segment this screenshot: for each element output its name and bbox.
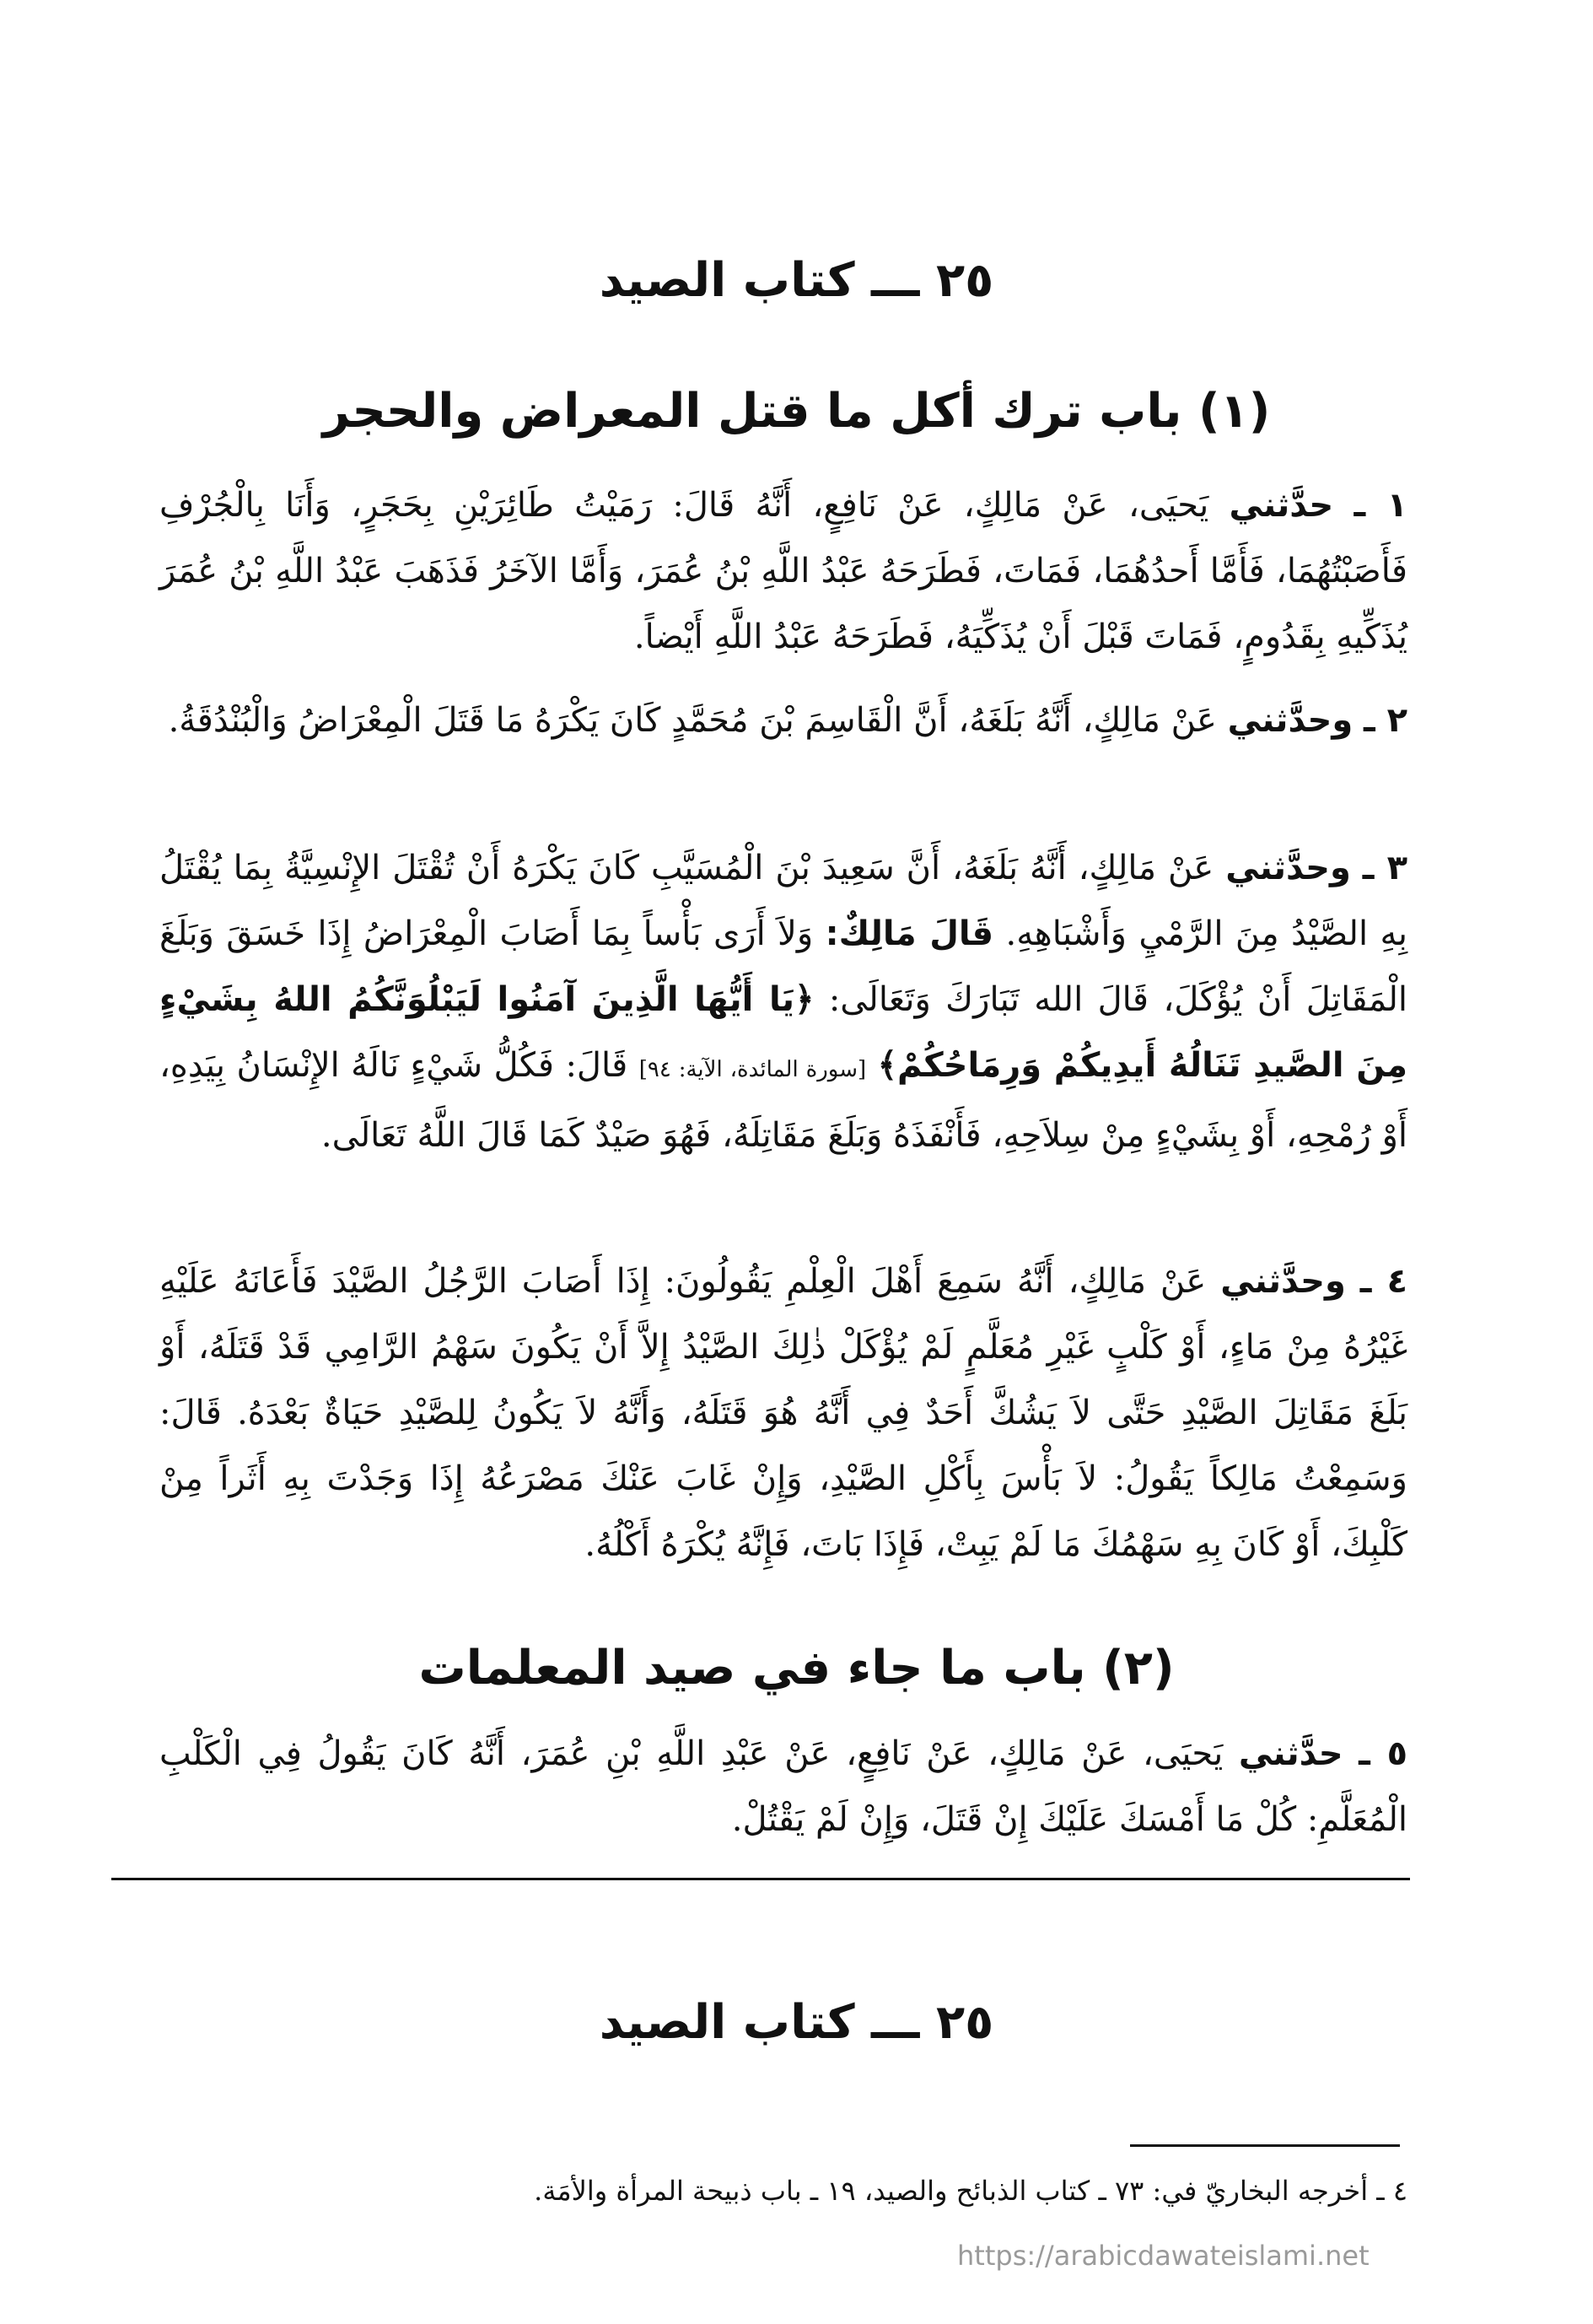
hadith-text: عَنْ مَالِكٍ، أَنَّهُ بَلَغَهُ، أَنَّ الْقَاسِمَ بْنَ مُحَمَّدٍ كَانَ يَكْرَهُ مَا قَتَلَ الْمِعْرَاضُ وَالْبُنْدُقَةُ. [168, 701, 1217, 740]
hadith-lead: حدَّثني [1229, 486, 1334, 525]
malik-said: قَالَ مَالِكٌ: [825, 914, 994, 953]
hadith-number: ٢ ـ [1363, 701, 1407, 740]
hadith-number: ٤ ـ [1359, 1262, 1407, 1301]
bab-1-title: (١) باب ترك أكل ما قتل المعراض والحجر [322, 384, 1271, 439]
hadith-3 [159, 835, 1407, 1168]
verse-reference: [سورة المائدة، الآية: ٩٤] [638, 1057, 867, 1082]
footnote: ٤ ـ أخرجه البخاريّ في: ٧٣ ـ كتاب الذبائح والصيد، ١٩ ـ باب ذبيحة المرأة والأمَة. [534, 2175, 1407, 2207]
page-divider [111, 1878, 1410, 1880]
hadith-number: ٥ ـ [1359, 1734, 1408, 1773]
running-footer-title: ٢٥ ـــ كتاب الصيد [599, 1995, 994, 2050]
bab-2-title: (٢) باب ما جاء في صيد المعلمات [418, 1641, 1175, 1696]
chapter-title: ٢٥ ـــ كتاب الصيد [599, 253, 994, 308]
footnote-rule [1130, 2144, 1400, 2147]
hadith-number: ١ ـ [1354, 486, 1407, 525]
hadith-text: وَلاَ أَرَى بَأْساً بِمَا أَصَابَ الْمِعْرَاضُ إِذَا خَسَقَ وَبَلَغَ الْمَقَاتِلَ أَنْ يُؤْكَلَ، قَالَ الله تَبَارَكَ وَتَعَالَى: [159, 914, 1407, 1019]
hadith-lead: وحدَّثني [1225, 849, 1351, 887]
hadith-lead: وحدَّثني [1227, 701, 1354, 740]
hadith-1 [159, 472, 1407, 670]
hadith-text: عَنْ مَالِكٍ، أَنَّهُ بَلَغَهُ، أَنَّ سَعِيدَ بْنَ الْمُسَيَّبِ كَانَ يَكْرَهُ أَنْ تُقْتَلَ الإِنْسِيَّةُ بِمَا يُقْتَلُ بِهِ الصَّيْدُ مِنَ الرَّمْيِ وَأَشْبَاهِهِ. [159, 849, 1408, 953]
hadith-lead: وحدَّثني [1220, 1262, 1346, 1301]
hadith-number: ٣ ـ [1362, 849, 1407, 887]
hadith-5 [159, 1721, 1407, 1852]
hadith-2 [159, 687, 1407, 753]
hadith-text: عَنْ مَالِكٍ، أَنَّهُ سَمِعَ أَهْلَ الْعِلْمِ يَقُولُونَ: إِذَا أَصَابَ الرَّجُلُ الصَّيْدَ فَأَعَانَهُ عَلَيْهِ غَيْرُهُ مِنْ مَاءٍ، أَوْ كَلْبٍ غَيْرِ مُعَلَّمٍ لَمْ يُؤْكَلْ ذٰلِكَ الصَّيْدُ إِلاَّ أَنْ يَكُونَ سَهْمُ الرَّامِي قَدْ قَتَلَهُ، أَوْ بَلَغَ مَقَاتِلَ الصَّيْدِ حَتَّى لاَ يَشُكَّ أَحَدٌ فِي أَنَّهُ هُوَ قَتَلَهُ، وَأَنَّهُ لاَ يَكُونُ لِلصَّيْدِ حَيَاةٌ بَعْدَهُ. قَالَ: وَسَمِعْتُ مَالِكاً يَقُولُ: لاَ بَأْسَ بِأَكْلِ الصَّيْدِ، وَإِنْ غَابَ عَنْكَ مَصْرَعُهُ إِذَا وَجَدْتَ بِهِ أَثَراً مِنْ كَلْبِكَ، أَوْ كَانَ بِهِ سَهْمُكَ مَا لَمْ يَبِتْ، فَإِذَا بَاتَ، فَإِنَّهُ يُكْرَهُ أَكْلُهُ. [159, 1262, 1407, 1564]
hadith-lead: حدَّثني [1238, 1734, 1343, 1773]
quran-verse: ﴿يَا أَيُّهَا الَّذِينَ آمَنُوا لَيَبْلُوَنَّكُمُ اللهُ بِشَيْءٍ مِنَ الصَّيدِ تَنَالُهُ أَيدِيكُمْ وَرِمَاحُكُمْ﴾ [159, 980, 1408, 1085]
hadith-text: يَحيَى، عَنْ مَالِكٍ، عَنْ نَافِعٍ، أَنَّهُ قَالَ: رَمَيْتُ طَائِرَيْنِ بِحَجَرٍ، وَأَنَا بِالْجُرْفِ فَأَصَبْتُهُمَا، فَأَمَّا أَحدُهُمَا، فَمَاتَ، فَطَرَحَهُ عَبْدُ اللَّهِ بْنُ عُمَرَ، وَأَمَّا الآخَرُ فَذَهَبَ عَبْدُ اللَّهِ بْنُ عُمَرَ يُذَكِّيهِ بِقَدُومٍ، فَمَاتَ قَبْلَ أَنْ يُذَكِّيَهُ، فَطَرَحَهُ عَبْدُ اللَّهِ أَيْضاً. [159, 486, 1407, 656]
hadith-4 [159, 1248, 1407, 1577]
watermark-url: https://arabicdawateislami.net [957, 2240, 1370, 2272]
hadith-text: قَالَ: فَكُلُّ شَيْءٍ نَالَهُ الإِنْسَانُ بِيَدِهِ، أَوْ رُمْحِهِ، أَوْ بِشَيْءٍ مِنْ سِلاَحِهِ، فَأَنْفَذَهُ وَبَلَغَ مَقَاتِلَهُ، فَهُوَ صَيْدٌ كَمَا قَالَ اللَّهُ تَعَالَى. [159, 1046, 1407, 1155]
hadith-text: يَحيَى، عَنْ مَالِكٍ، عَنْ نَافِعٍ، عَنْ عَبْدِ اللَّهِ بْنِ عُمَرَ، أَنَّهُ كَانَ يَقُولُ فِي الْكَلْبِ الْمُعَلَّمِ: كُلْ مَا أَمْسَكَ عَلَيْكَ إِنْ قَتَلَ، وَإِنْ لَمْ يَقْتُلْ. [159, 1734, 1407, 1839]
